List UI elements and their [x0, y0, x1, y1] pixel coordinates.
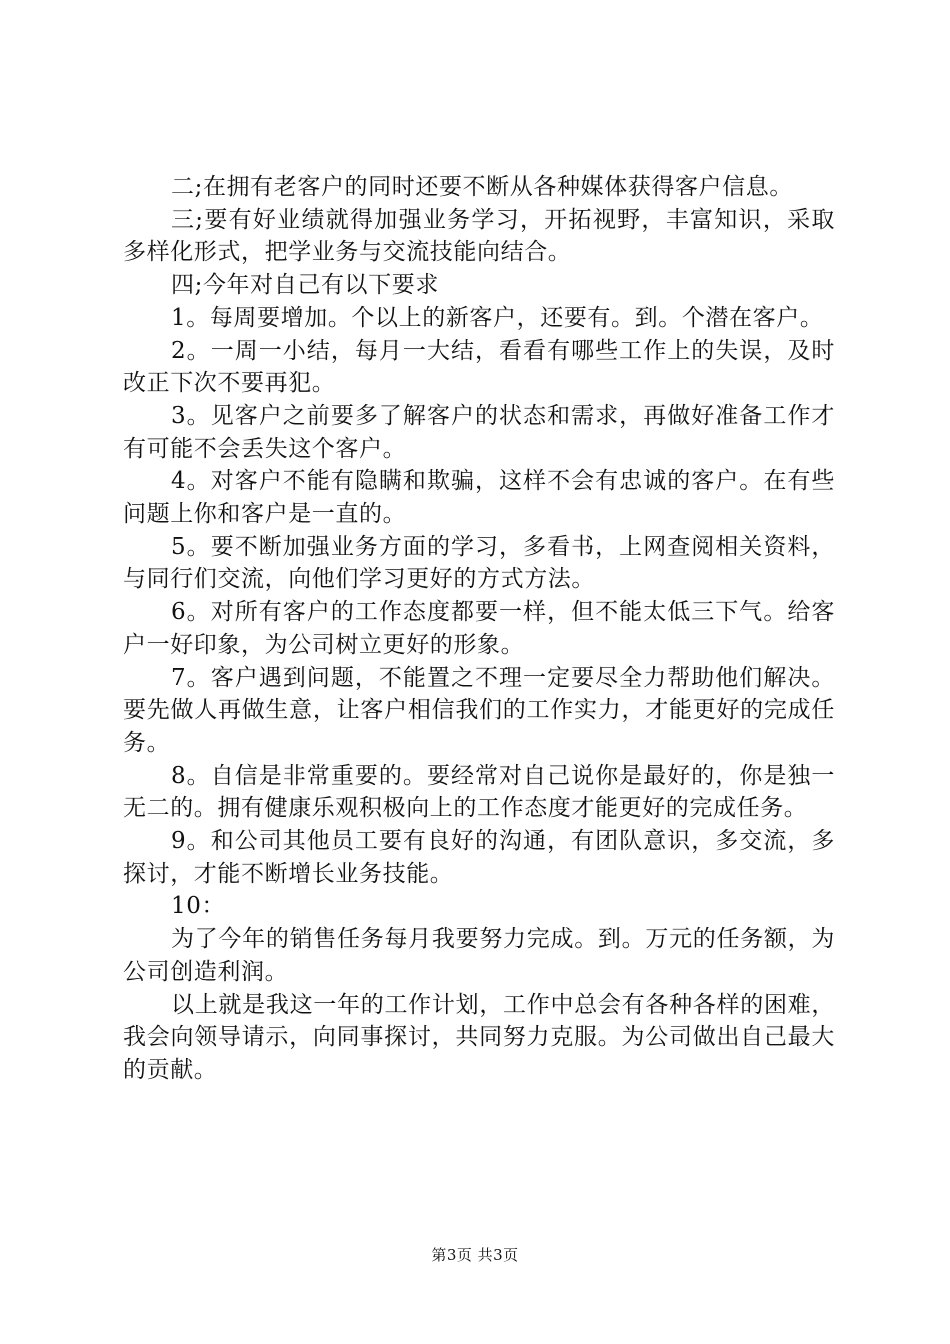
- paragraph: 四;今年对自己有以下要求: [171, 272, 439, 299]
- paragraph: 10：: [171, 893, 226, 920]
- paragraph: 5。要不断加强业务方面的学习，多看书，上网查阅相关资料，与同行们交流，向他们学习更好的方式方法。: [123, 533, 835, 593]
- paragraph: 7。客户遇到问题，不能置之不理一定要尽全力帮助他们解决。要先做人再做生意，让客户相信我们的工作实力，才能更好的完成任务。: [123, 664, 835, 756]
- paragraph: 3。见客户之前要多了解客户的状态和需求，再做好准备工作才有可能不会丢失这个客户。: [123, 402, 835, 462]
- paragraph: 以上就是我这一年的工作计划，工作中总会有各种各样的困难，我会向领导请示，向同事探讨，共同努力克服。为公司做出自己最大的贡献。: [123, 991, 835, 1083]
- paragraph: 4。对客户不能有隐瞒和欺骗，这样不会有忠诚的客户。在有些问题上你和客户是一直的。: [123, 468, 835, 528]
- paragraph: 8。自信是非常重要的。要经常对自己说你是最好的，你是独一无二的。拥有健康乐观积极向上的工作态度才能更好的完成任务。: [123, 762, 835, 822]
- paragraph: 二;在拥有老客户的同时还要不断从各种媒体获得客户信息。: [171, 174, 793, 200]
- paragraph: 为了今年的销售任务每月我要努力完成。到。万元的任务额，为公司创造利润。: [123, 926, 835, 985]
- paragraph: 6。对所有客户的工作态度都要一样，但不能太低三下气。给客户一好印象，为公司树立更好的形象。: [123, 599, 835, 658]
- paragraph: 三;要有好业绩就得加强业务学习，开拓视野，丰富知识，采取多样化形式，把学业务与交流技能向结合。: [123, 206, 835, 266]
- paragraph: 2。一周一小结，每月一大结，看看有哪些工作上的失误，及时改正下次不要再犯。: [123, 337, 835, 397]
- paragraph: 9。和公司其他员工要有良好的沟通，有团队意识，多交流，多探讨，才能不断增长业务技能。: [123, 828, 835, 887]
- paragraph: 1。每周要增加。个以上的新客户，还要有。到。个潜在客户。: [171, 304, 824, 331]
- page-footer: 第3页 共3页: [431, 1246, 519, 1264]
- document-body: [123, 171, 835, 1087]
